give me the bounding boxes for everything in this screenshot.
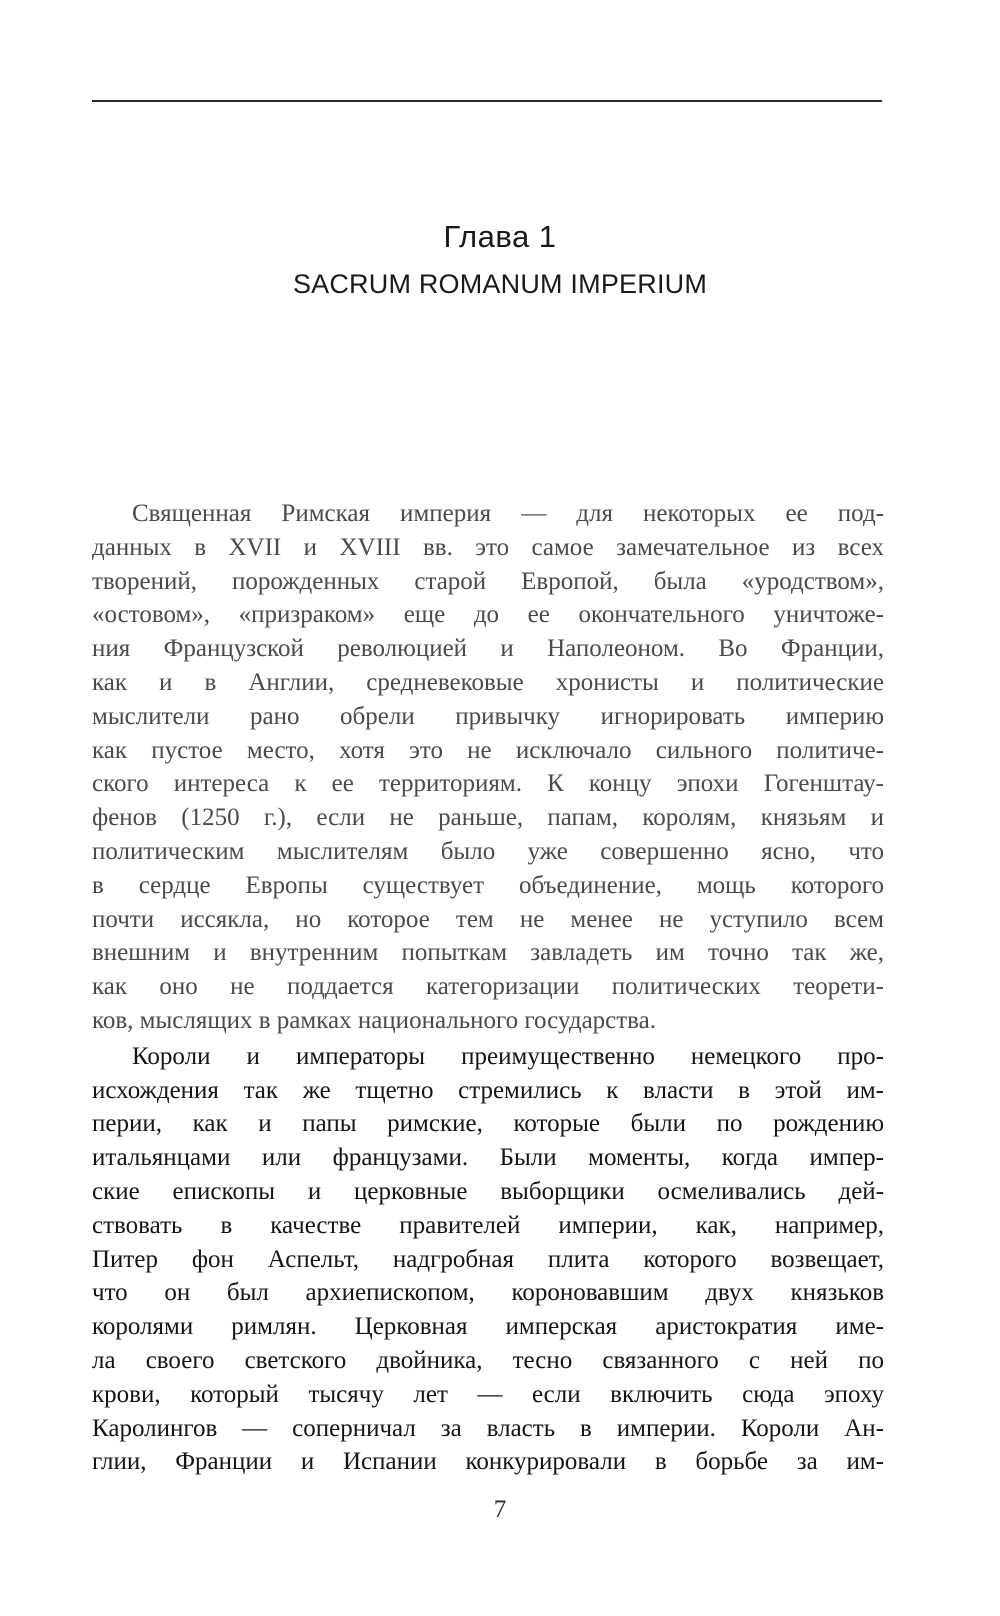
text-line: как оно не поддается категоризации политических теорети- [92,973,884,1001]
text-line: ния Французской революцией и Наполеоном. Во Франции, [92,635,884,663]
text-line: перии, как и папы римские, которые были по рождению [92,1110,884,1138]
text-line: как пустое место, хотя это не исключало сильного политиче- [92,736,884,764]
top-rule [92,100,882,102]
text-line: фенов (1250 г.), если не раньше, папам, королям, князьям и [92,804,884,832]
paragraph-2 [92,1040,884,1479]
text-line: Короли и императоры преимущественно немецкого про- [132,1042,884,1070]
chapter-heading [0,215,1000,303]
text-line: ские епископы и церковные выборщики осмеливались дей- [92,1177,884,1205]
text-line: политическим мыслителям было уже совершенно ясно, что [92,837,884,865]
text-line: глии, Франции и Испании конкурировали в борьбе за им- [92,1448,884,1476]
text-line: в сердце Европы существует объединение, мощь которого [92,871,884,899]
text-line: как и в Англии, средневековые хронисты и политические [92,668,884,696]
text-line: итальянцами или французами. Были моменты, когда импер- [92,1144,884,1172]
text-line: ла своего светского двойника, тесно связанного с ней по [92,1346,884,1374]
text-line: «остовом», «призраком» еще до ее окончательного уничтоже- [92,601,884,629]
text-line: творений, порожденных старой Европой, была «уродством», [92,567,884,595]
text-line: ствовать в качестве правителей империи, как, например, [92,1211,884,1239]
text-line: королями римлян. Церковная имперская аристократия име- [92,1313,884,1341]
paragraph-1 [92,497,884,1038]
text-line: ков, мыслящих в рамках национального государства. [92,1006,657,1034]
text-line: внешним и внутренним попыткам завладеть им точно так же, [92,939,884,967]
text-line: мыслители рано обрели привычку игнорировать империю [92,702,884,730]
page-number: 7 [493,1496,507,1523]
text-line: ского интереса к ее территориям. К концу эпохи Гогенштау- [92,770,884,798]
text-line: почти иссякла, но которое тем не менее не уступило всем [92,905,884,933]
text-line: данных в XVII и XVIII вв. это самое замечательное из всех [92,533,884,561]
text-line: Священная Римская империя — для некоторых ее под- [132,500,884,527]
text-line: Питер фон Аспельт, надгробная плита которого возвещает, [92,1245,884,1273]
text-line: исхождения так же тщетно стремились к власти в этой им- [92,1076,884,1104]
chapter-number: Глава 1 [443,219,557,254]
chapter-title: SACRUM ROMANUM IMPERIUM [292,269,708,299]
text-line: что он был архиепископом, короновавшим двух князьков [92,1279,884,1307]
body-text [92,497,884,1479]
text-line: Каролингов — соперничал за власть в империи. Короли Ан- [92,1414,884,1442]
text-line: крови, который тысячу лет — если включить сюда эпоху [92,1380,884,1408]
